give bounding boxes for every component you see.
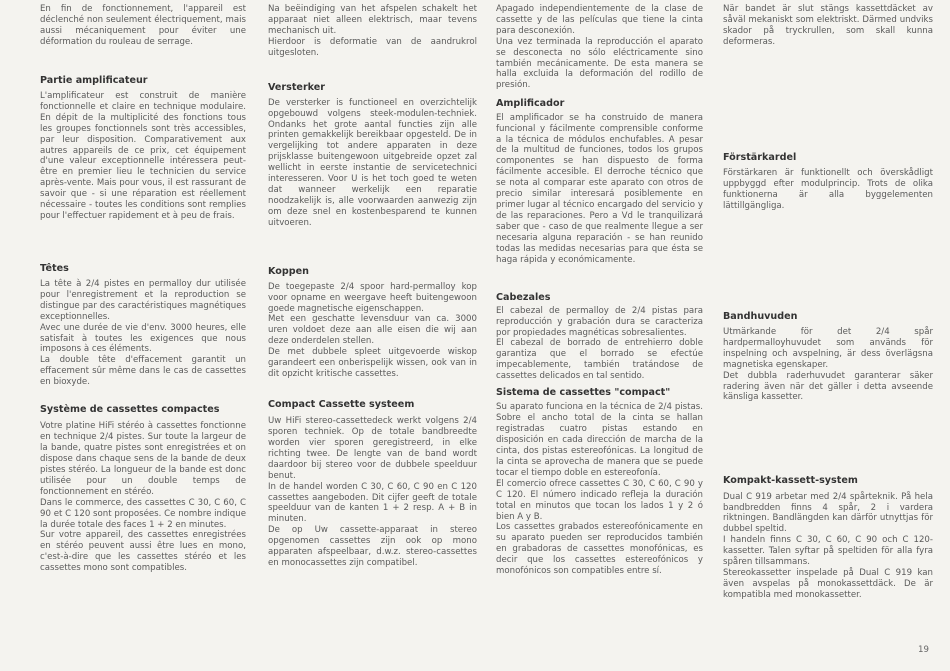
- es-amp-heading: Amplificador: [496, 97, 565, 109]
- fr-amp-text: L'amplificateur est construit de manière fonctionnelle et claire en technique modulaire. En dépit de la multiplicité des fonctions tous les groupes fonctionnels sont très accessibles, par leur disposition. Comparativement aux autres appareils de ce prix, cet équipement d'une valeur exceptionnelle intéressera peut-être en premier lieu le technicien du service après-vente. Mais pour vous, il est rassurant de savoir que - si une réparation est réellement nécessaire - toutes les conditions sont remplies pour l'effectuer rapidement et à peu de frais.: [40, 91, 246, 221]
- nl-cassette-heading: Compact Cassette systeem: [268, 399, 415, 411]
- nl-heads-text-3: De met dubbele spleet uitgevoerde wiskop garandeert een onberispelijk wissen, ook van in dit opzicht kritische cassettes.: [268, 347, 477, 379]
- nl-amp-heading: Versterker: [268, 81, 326, 93]
- fr-heads-text-3: La double tête d'effacement garantit un effacement sûr même dans le cas de cassettes en bioxyde.: [40, 355, 246, 388]
- es-intro-2: Una vez terminada la reproducción el aparato se desconecta no sólo eléctricamente sino también mecánicamente. De esta manera se halla excluida la deformación del rodillo de presión.: [496, 36, 703, 91]
- nl-intro-1: Na beëindiging van het afspelen schakelt het apparaat niet alleen elektrisch, maar tevens mechanisch uit.: [268, 4, 477, 36]
- page-number: 19: [918, 645, 929, 655]
- es-cassette-text-2: El comercio ofrece cassettes C 30, C 60, C 90 y C 120. El número indicado refleja la duración total en minutos que tocan los lados 1 y 2 ó bien A y B.: [496, 478, 703, 522]
- column-spanish: [496, 4, 703, 577]
- sv-heads-text-1: Utmärkande för det 2/4 spår hardpermalloyhuvudet som används för inspelning och avspelning, är dess överlägsna magnetiska egenskaper.: [723, 327, 933, 370]
- nl-cassette-text-1: Uw HiFi stereo-cassettedeck werkt volgens 2/4 sporen techniek. Op de totale bandbreedte worden vier sporen geregistreerd, in elke richting twee. De lengte van de band wordt daardoor bij stereo voor de dubbele speelduur benut.: [268, 416, 477, 481]
- fr-amp-heading: Partie amplificateur: [40, 75, 148, 86]
- nl-heads-heading: Koppen: [268, 265, 309, 277]
- sv-cassette-text-2: I handeln finns C 30, C 60, C 90 och C 120-kassetter. Talen syftar på speltiden för alla fyra spåren tillsammans.: [723, 535, 933, 568]
- es-cassette-text-1: Su aparato funciona en la técnica de 2/4 pistas. Sobre el ancho total de la cinta se hallan registradas cuatro pistas estando en disposición en cada dirección de marcha de la cinta, dos pistas estereofónicas. La longitud de la cinta se aprovecha de manera que se puede tocar el tiempo doble en estereofonía.: [496, 402, 703, 478]
- nl-cassette-text-2: In de handel worden C 30, C 60, C 90 en C 120 cassettes aangeboden. Dit cijfer geeft de totale speelduur van de kanten 1 + 2 resp. A + B in minuten.: [268, 481, 477, 525]
- es-heads-text-1: El cabezal de permalloy de 2/4 pistas para reproducción y grabación dura se caracteriza por propiedades magnéticas sobresalientes.: [496, 305, 703, 338]
- nl-heads-text-2: Met een geschatte levensduur van ca. 3000 uren voldoet deze aan alle eisen die wij aan deze onderdelen stellen.: [268, 314, 477, 347]
- fr-heads-heading: Têtes: [40, 263, 69, 274]
- sv-cassette-heading: Kompakt-kassett-system: [723, 474, 858, 486]
- column-dutch: [268, 4, 477, 569]
- nl-intro-2: Hierdoor is deformatie van de aandrukrol uitgesloten.: [268, 36, 477, 58]
- nl-cassette-text-3: De op Uw cassette-apparaat in stereo opgenomen cassettes zijn ook op mono apparaten afspeelbaar, d.w.z. stereo-cassettes en monocassettes zijn compatibel.: [268, 525, 477, 568]
- nl-amp-text: De versterker is functioneel en overzichtelijk opgebouwd volgens steek-modulen-techniek. Ondanks het grote aantal functies zijn alle printen gemakkelijk bereikbaar opgesteld. De in vergelijking tot andere apparaten in deze prijsklasse buitengewoon uitgebreide opzet zal wellicht in eerste instantie de servicetechnici interesseren. Voor U is het toch goed te weten dat wanneer werkelijk een reparatie noodzakelijk is, alle voorwaarden aanwezig zijn om deze snel en kostenbesparend te kunnen uitvoeren.: [268, 97, 477, 228]
- fr-cassette-text-1: Votre platine HiFi stéréo à cassettes fonctionne en technique 2/4 pistes. Sur toute la largeur de la bande, quatre pistes sont enregistrées et on dispose dans chaque sens de la bande de deux pistes stéréo. La longueur de la bande est donc utilisée pour un double temps de fonctionnement en stéréo.: [40, 421, 246, 497]
- es-heads-heading: Cabezales: [496, 291, 551, 303]
- sv-amp-text: Förstärkaren är funktionellt och överskådligt uppbyggd efter modulprincip. Trots de olika funktionerna är alla byggelementen lättillgängliga.: [723, 168, 933, 211]
- column-french: [40, 4, 246, 574]
- es-cassette-text-3: Los cassettes grabados estereofónicamente en su aparato pueden ser reproducidos también en grabadoras de cassettes monofónicas, es decir que los cassettes estereofónicos y monofónicos son compatibles entre sí.: [496, 522, 703, 577]
- fr-cassette-text-3: Sur votre appareil, des cassettes enregistrées en stéréo peuvent aussi être lues en mono, c'est-à-dire que les cassettes stéréo et les cassettes mono sont compatibles.: [40, 530, 246, 574]
- fr-heads-text-2: Avec une durée de vie d'env. 3000 heures, elle satisfait à toutes les exigences que nous imposons à ces éléments.: [40, 322, 246, 355]
- es-intro-1: Apagado independientemente de la clase de cassette y de las películas que tiene la cinta para desconexión.: [496, 4, 703, 36]
- sv-heads-text-2: Det dubbla raderhuvudet garanterar säker radering även när det gäller i detta avseende känsliga kassetter.: [723, 370, 933, 403]
- sv-intro: När bandet är slut stängs kassettdäcket av såväl mekaniskt som elektriskt. Därmed undviks skador på tryckrullen, som skall kunna deformeras.: [723, 4, 933, 47]
- nl-heads-text-1: De toegepaste 2/4 spoor hard-permalloy kop voor opname en weergave heeft buitengewoon goede magnetische eigenschappen.: [268, 281, 477, 314]
- sv-amp-heading: Förstärkardel: [723, 152, 797, 163]
- es-heads-text-2: El cabezal de borrado de entrehierro doble garantiza que el borrado se efectúe impecablemente, también tratándose de cassettes delicados en tal sentido.: [496, 338, 703, 382]
- fr-cassette-text-2: Dans le commerce, des cassettes C 30, C 60, C 90 et C 120 sont proposées. Ce nombre indique la durée totale des faces 1 + 2 en minutes.: [40, 497, 246, 530]
- es-amp-text: El amplificador se ha construido de manera funcional y fácilmente comprensible conforme a la técnica de módulos enchufables. A pesar de la multitud de funciones, todos los grupos componentes se han dispuesto de forma fácilmente accesible. El derroche técnico que se nota al comparar este aparato con otros de precio similar interesará posiblemente en primer lugar al técnico encargado del servicio y de las reparaciones. Pero a Vd le tranquilizará saber que - caso de que realmente llegue a ser necesaria alguna reparación - se han reunido todas las medidas necesarias para que ésta se haga rápida y económicamente.: [496, 112, 703, 265]
- es-cassette-heading: Sistema de cassettes "compact": [496, 387, 671, 399]
- fr-cassette-heading: Système de cassettes compactes: [40, 404, 220, 416]
- fr-heads-text-1: La tête à 2/4 pistes en permalloy dur utilisée pour l'enregistrement et la reproduction se distingue par des caractéristiques magnétiques exceptionnelles.: [40, 279, 246, 322]
- fr-intro: En fin de fonctionnement, l'appareil est déclenché non seulement électriquement, mais aussi mécaniquement pour éviter une déformation du rouleau de serrage.: [40, 4, 246, 47]
- sv-cassette-text-3: Stereokassetter inspelade på Dual C 919 kan även avspelas på monokassettdäck. De är kompatibla med monokassetter.: [723, 567, 933, 600]
- column-swedish: [723, 4, 933, 601]
- sv-heads-heading: Bandhuvuden: [723, 311, 798, 322]
- sv-cassette-text-1: Dual C 919 arbetar med 2/4 spårteknik. På hela bandbredden finns 4 spår, 2 i vardera riktningen. Bandlängden kan därför utnyttjas för dubbel speltid.: [723, 491, 933, 535]
